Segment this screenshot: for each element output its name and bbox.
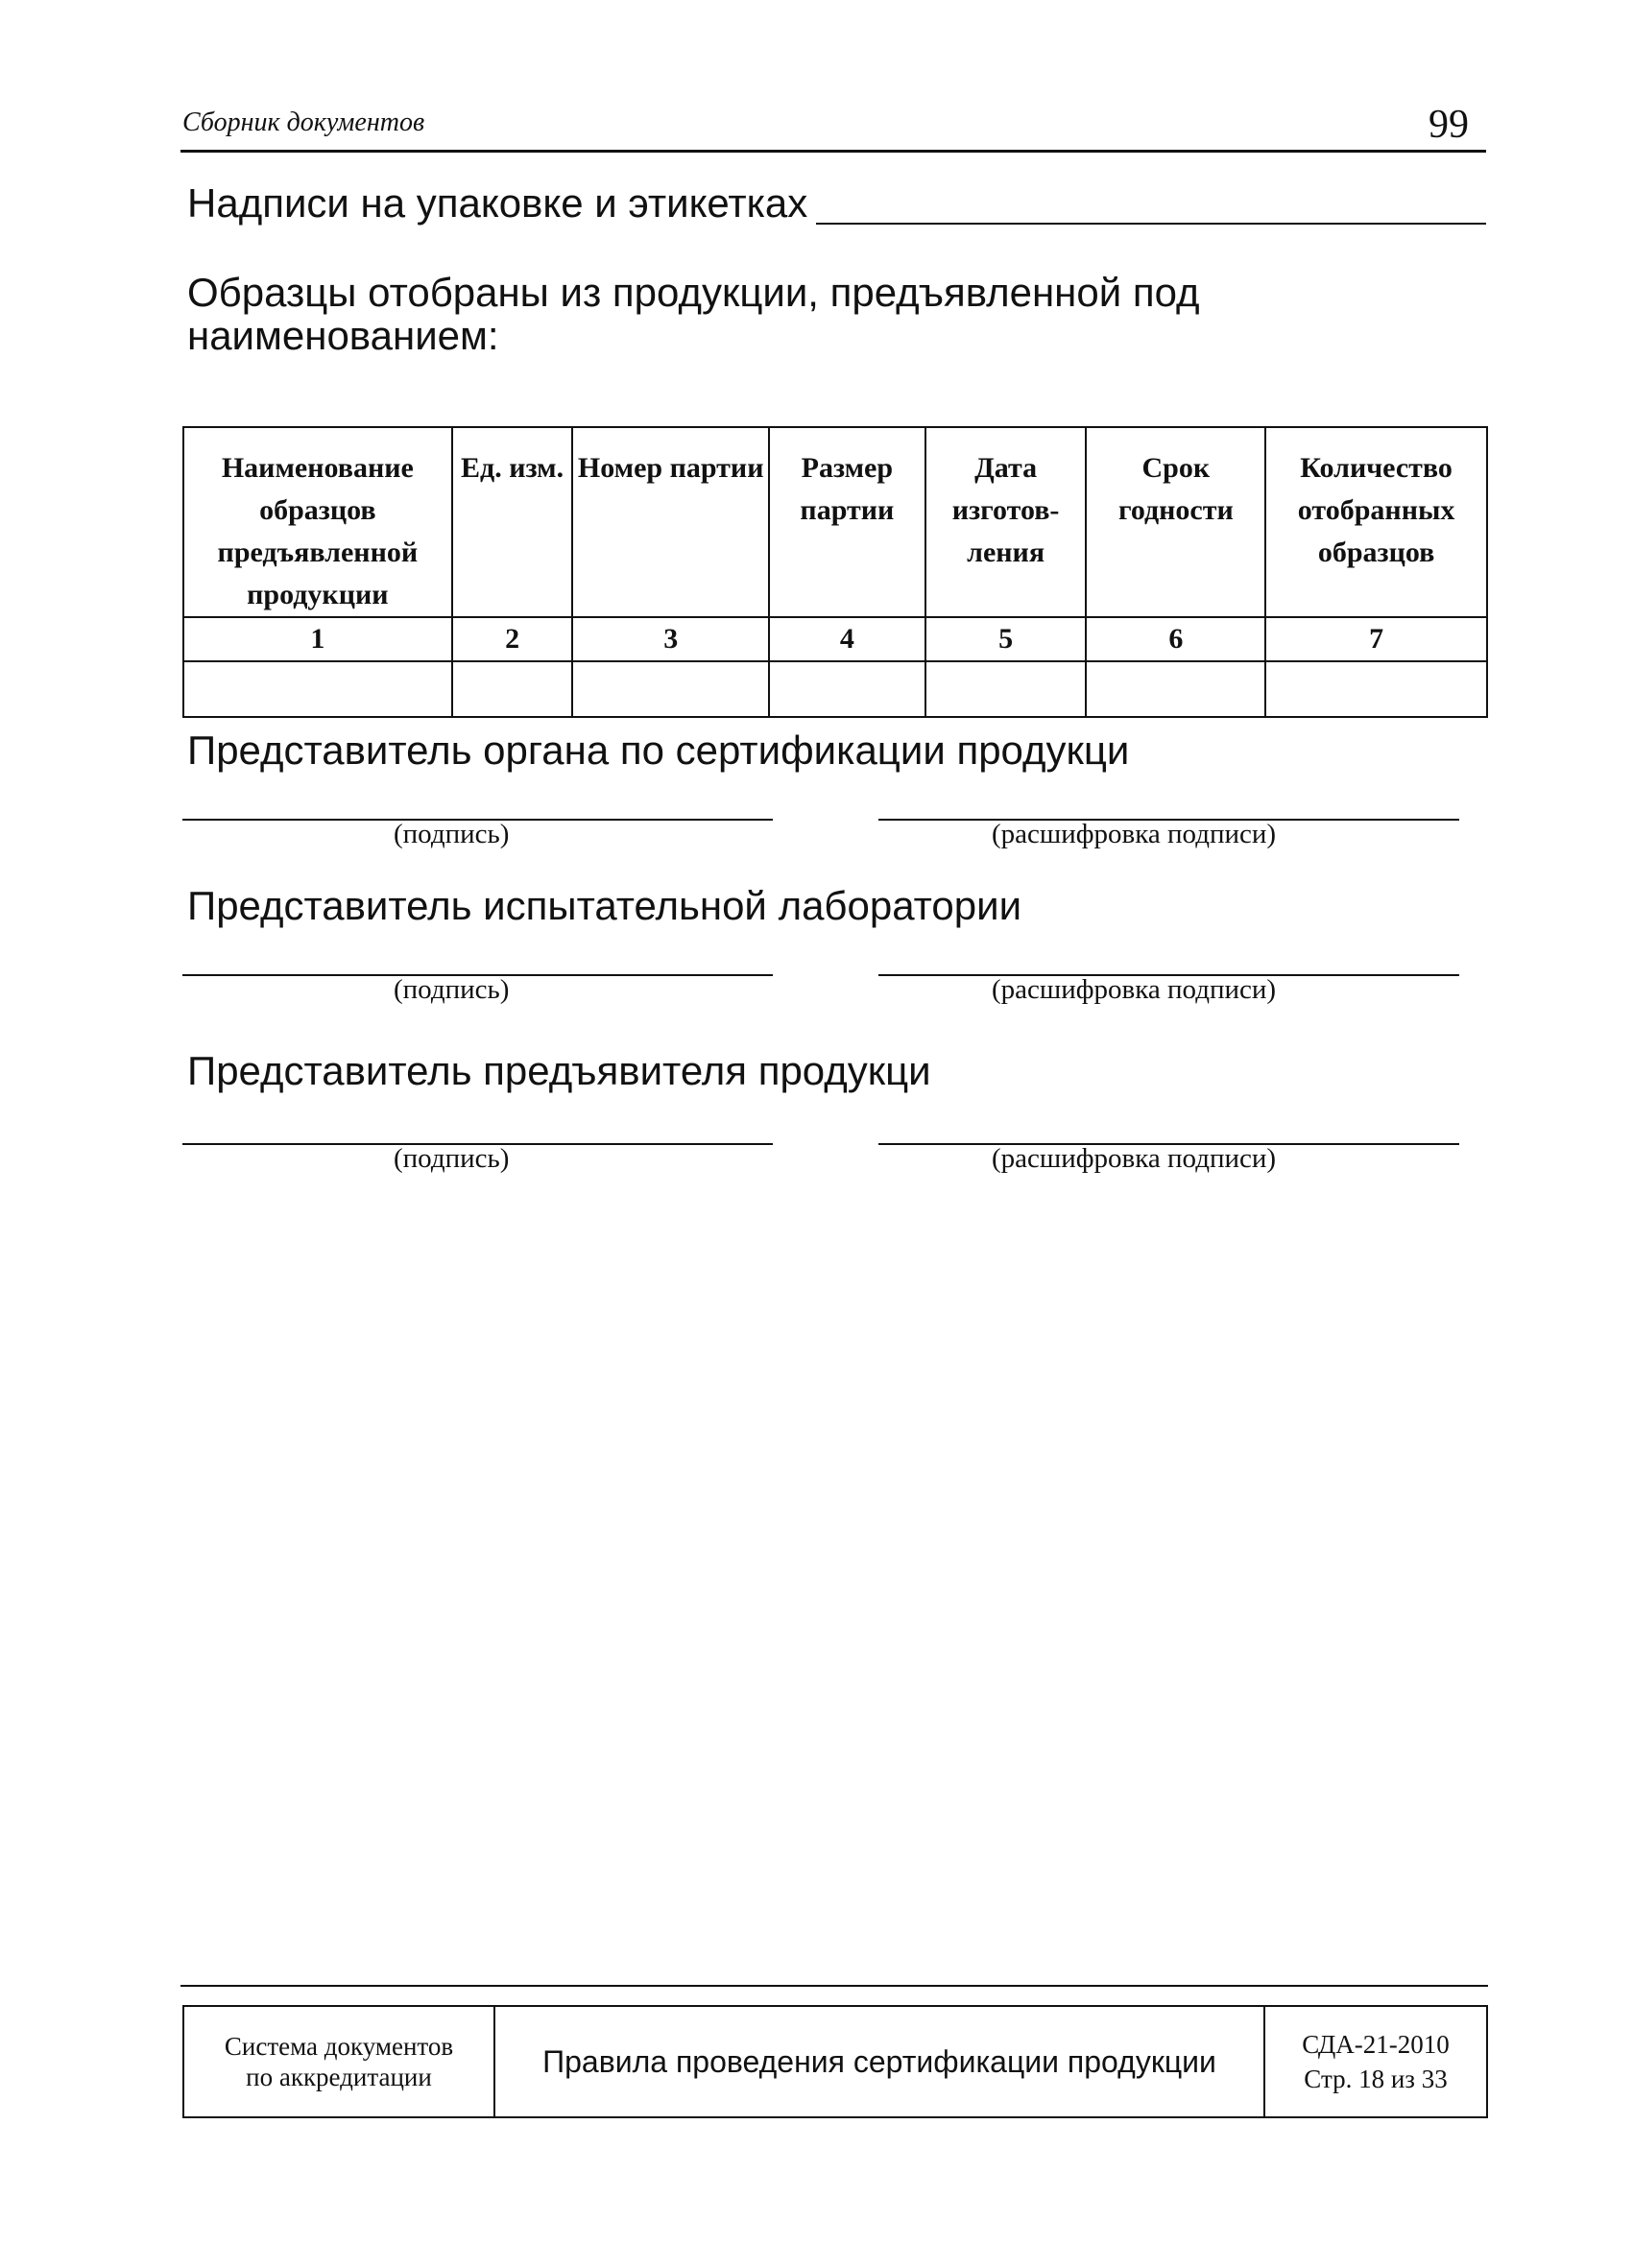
collection-title: Сборник документов	[182, 107, 425, 137]
header-cell-batch-number: Номер партии	[572, 427, 769, 617]
footer-page-info: Стр. 18 из 33	[1304, 2065, 1448, 2093]
footer-system	[184, 2007, 495, 2116]
column-number: 5	[925, 617, 1087, 661]
header-cell-sample-count: Количество отобранных образцов	[1265, 427, 1487, 617]
certification-body-representative: Представитель органа по сертификации продукци	[187, 728, 1130, 773]
header-cell-shelf-life: Срок годности	[1086, 427, 1265, 617]
header-cell-name: Наименование образцов предъявленной продукции	[183, 427, 452, 617]
signature-decode-caption: (расшифровка подписи)	[992, 974, 1277, 1005]
signature-caption: (подпись)	[394, 819, 510, 849]
test-laboratory-representative: Представитель испытательной лаборатории	[187, 883, 1022, 928]
header-cell-unit: Ед. изм.	[452, 427, 573, 617]
footer-doc-meta	[1265, 2007, 1486, 2116]
footer-system-line2: по аккредитации	[246, 2063, 432, 2091]
signature-caption: (подпись)	[394, 1143, 510, 1174]
header-cell-manufacture-date: Дата изготов-ления	[925, 427, 1087, 617]
column-number: 7	[1265, 617, 1487, 661]
samples-intro: Образцы отобраны из продукции, предъявленной под наименованием:	[187, 270, 1200, 358]
footer-doc-title: Правила проведения сертификации продукции	[495, 2007, 1265, 2116]
signature-decode-caption: (расшифровка подписи)	[992, 1143, 1277, 1174]
table-number-row	[183, 617, 1487, 661]
empty-cell	[1265, 661, 1487, 717]
empty-cell	[452, 661, 573, 717]
signature-caption: (подпись)	[394, 974, 510, 1005]
empty-cell	[1086, 661, 1265, 717]
table-header-row	[183, 427, 1487, 617]
header-cell-batch-size: Размер партии	[769, 427, 925, 617]
footer-doc-code: СДА-21-2010	[1302, 2030, 1450, 2059]
column-number: 1	[183, 617, 452, 661]
labels-line: Надписи на упаковке и этикетках	[187, 180, 808, 226]
document-footer	[182, 2005, 1488, 2118]
column-number: 2	[452, 617, 573, 661]
empty-cell	[183, 661, 452, 717]
product-presenter-representative: Представитель предъявителя продукци	[187, 1048, 931, 1093]
samples-table	[182, 426, 1488, 718]
empty-cell	[769, 661, 925, 717]
footer-rule	[180, 1985, 1488, 1987]
column-number: 3	[572, 617, 769, 661]
signature-decode-caption: (расшифровка подписи)	[992, 819, 1277, 849]
empty-cell	[925, 661, 1087, 717]
column-number: 4	[769, 617, 925, 661]
empty-cell	[572, 661, 769, 717]
header-rule	[180, 150, 1486, 153]
table-row	[183, 661, 1487, 717]
labels-blank-line	[816, 223, 1486, 225]
column-number: 6	[1086, 617, 1265, 661]
footer-system-line1: Система документов	[224, 2032, 454, 2061]
page-number: 99	[1429, 103, 1469, 147]
